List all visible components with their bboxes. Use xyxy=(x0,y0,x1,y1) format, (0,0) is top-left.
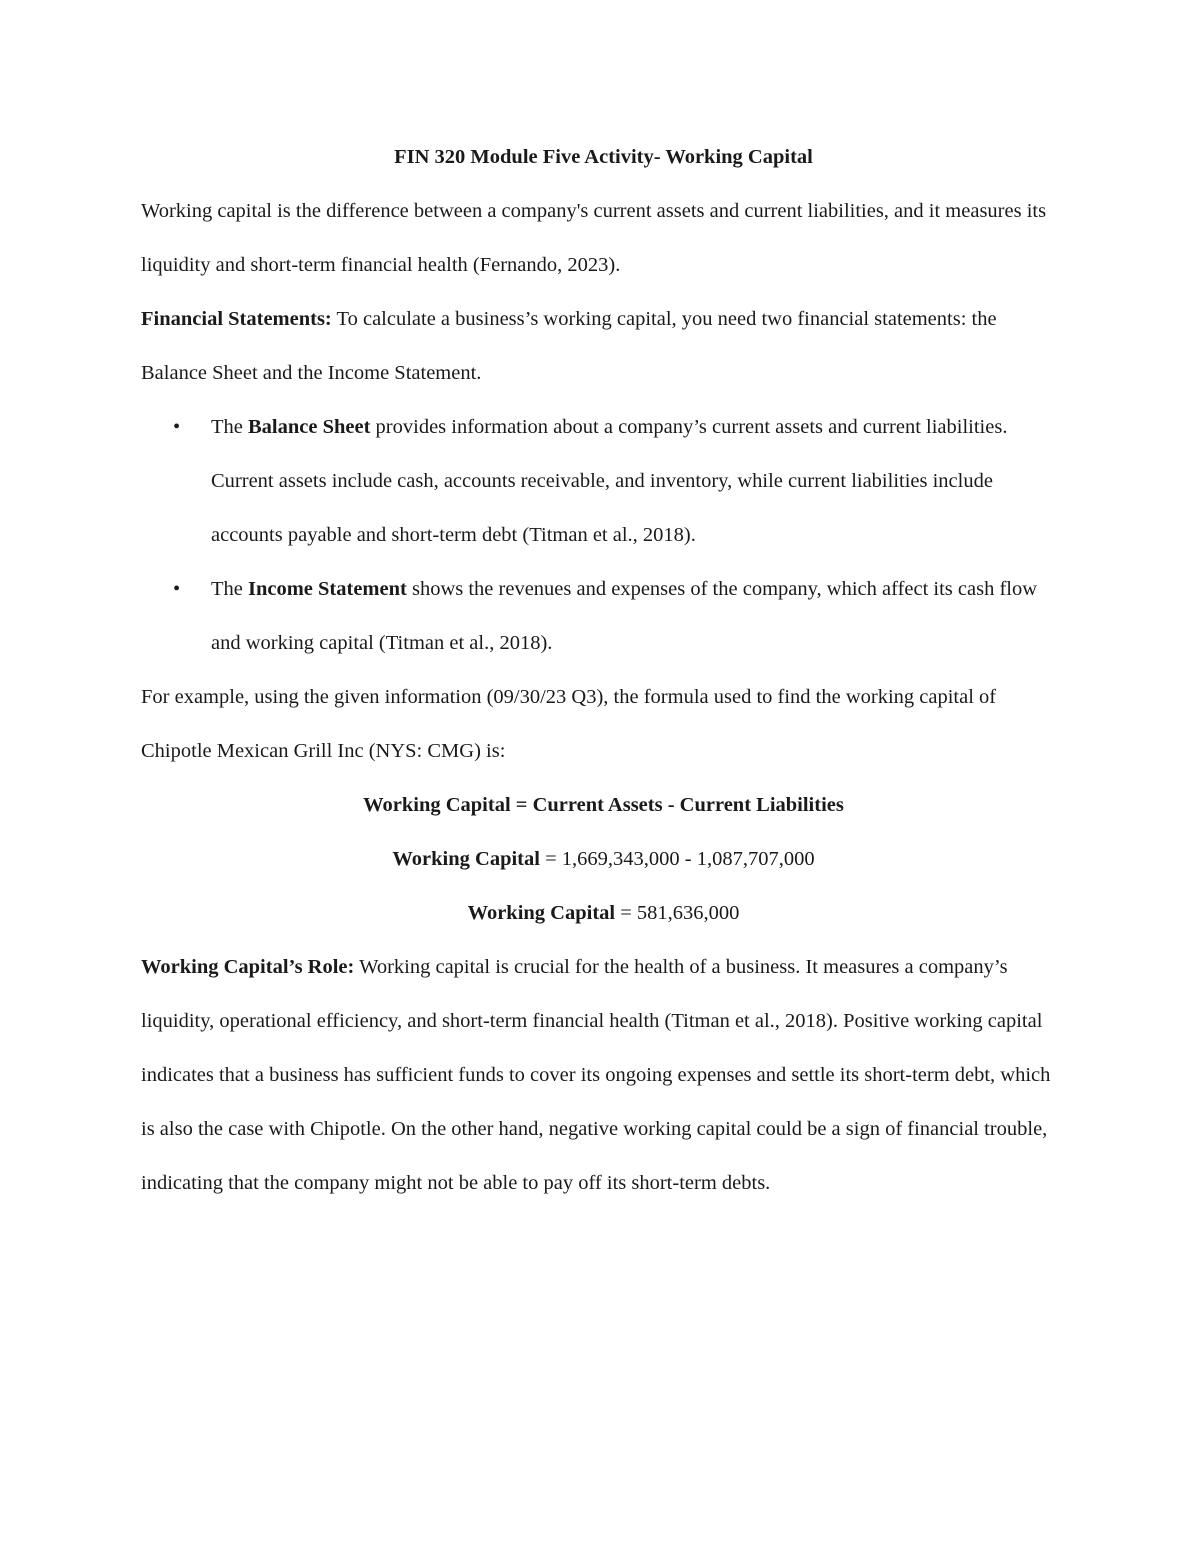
document-title: FIN 320 Module Five Activity- Working Capital xyxy=(394,146,813,168)
list-item-prefix: The xyxy=(211,416,248,438)
formula-line-3 xyxy=(141,886,1066,940)
list-item-bold-term: Income Statement xyxy=(248,578,407,600)
example-paragraph: For example, using the given information (09/30/23 Q3), the formula used to find the working capital of Chipotle Mexican Grill Inc (NYS: CMG) is: xyxy=(141,686,997,762)
formula-label: Working Capital xyxy=(392,848,540,870)
list-item-balance-sheet xyxy=(173,400,1066,562)
financial-statements-heading: Financial Statements: xyxy=(141,308,332,330)
formula-line-2 xyxy=(141,832,1066,886)
list-item-text: shows the revenues and expenses of the company, which affect its cash flow and working capital (Titman et al., 2018). xyxy=(211,578,1038,654)
list-item-income-statement xyxy=(173,562,1066,670)
document-body xyxy=(141,130,1066,1210)
role-heading: Working Capital’s Role: xyxy=(141,956,355,978)
statements-list xyxy=(141,400,1066,670)
formula-result: = 581,636,000 xyxy=(615,902,740,924)
bullet-icon: • xyxy=(173,416,181,438)
intro-paragraph: Working capital is the difference between a company's current assets and current liabilities, and it measures its liquidity and short-term financial health (Fernando, 2023). xyxy=(141,200,1047,276)
financial-statements-text: To calculate a business’s working capital, you need two financial statements: the Balance Sheet and the Income Statement. xyxy=(141,308,997,384)
formula-line-1 xyxy=(141,778,1066,832)
list-item-text: provides information about a company’s current assets and current liabilities. Current assets include cash, accounts receivable, and inventory, while current liabilities include accounts payable and short-term debt (Titman et al., 2018). xyxy=(211,416,1008,546)
role-paragraph xyxy=(141,940,1066,1210)
list-item-prefix: The xyxy=(211,578,248,600)
formula-general: Working Capital = Current Assets - Current Liabilities xyxy=(363,794,844,816)
bullet-icon: • xyxy=(173,578,181,600)
list-item-bold-term: Balance Sheet xyxy=(248,416,371,438)
financial-statements-paragraph xyxy=(141,292,1066,400)
role-text: Working capital is crucial for the health of a business. It measures a company’s liquidity, operational efficiency, and short-term financial health (Titman et al., 2018). Positive working capital indicates that a business has sufficient funds to cover its ongoing expenses and settle its short-term debt, which is also the case with Chipotle. On the other hand, negative working capital could be a sign of financial trouble, indicating that the company might not be able to pay off its short-term debts. xyxy=(141,956,1051,1194)
formula-substitution: = 1,669,343,000 - 1,087,707,000 xyxy=(539,848,815,870)
formula-label: Working Capital xyxy=(467,902,616,924)
